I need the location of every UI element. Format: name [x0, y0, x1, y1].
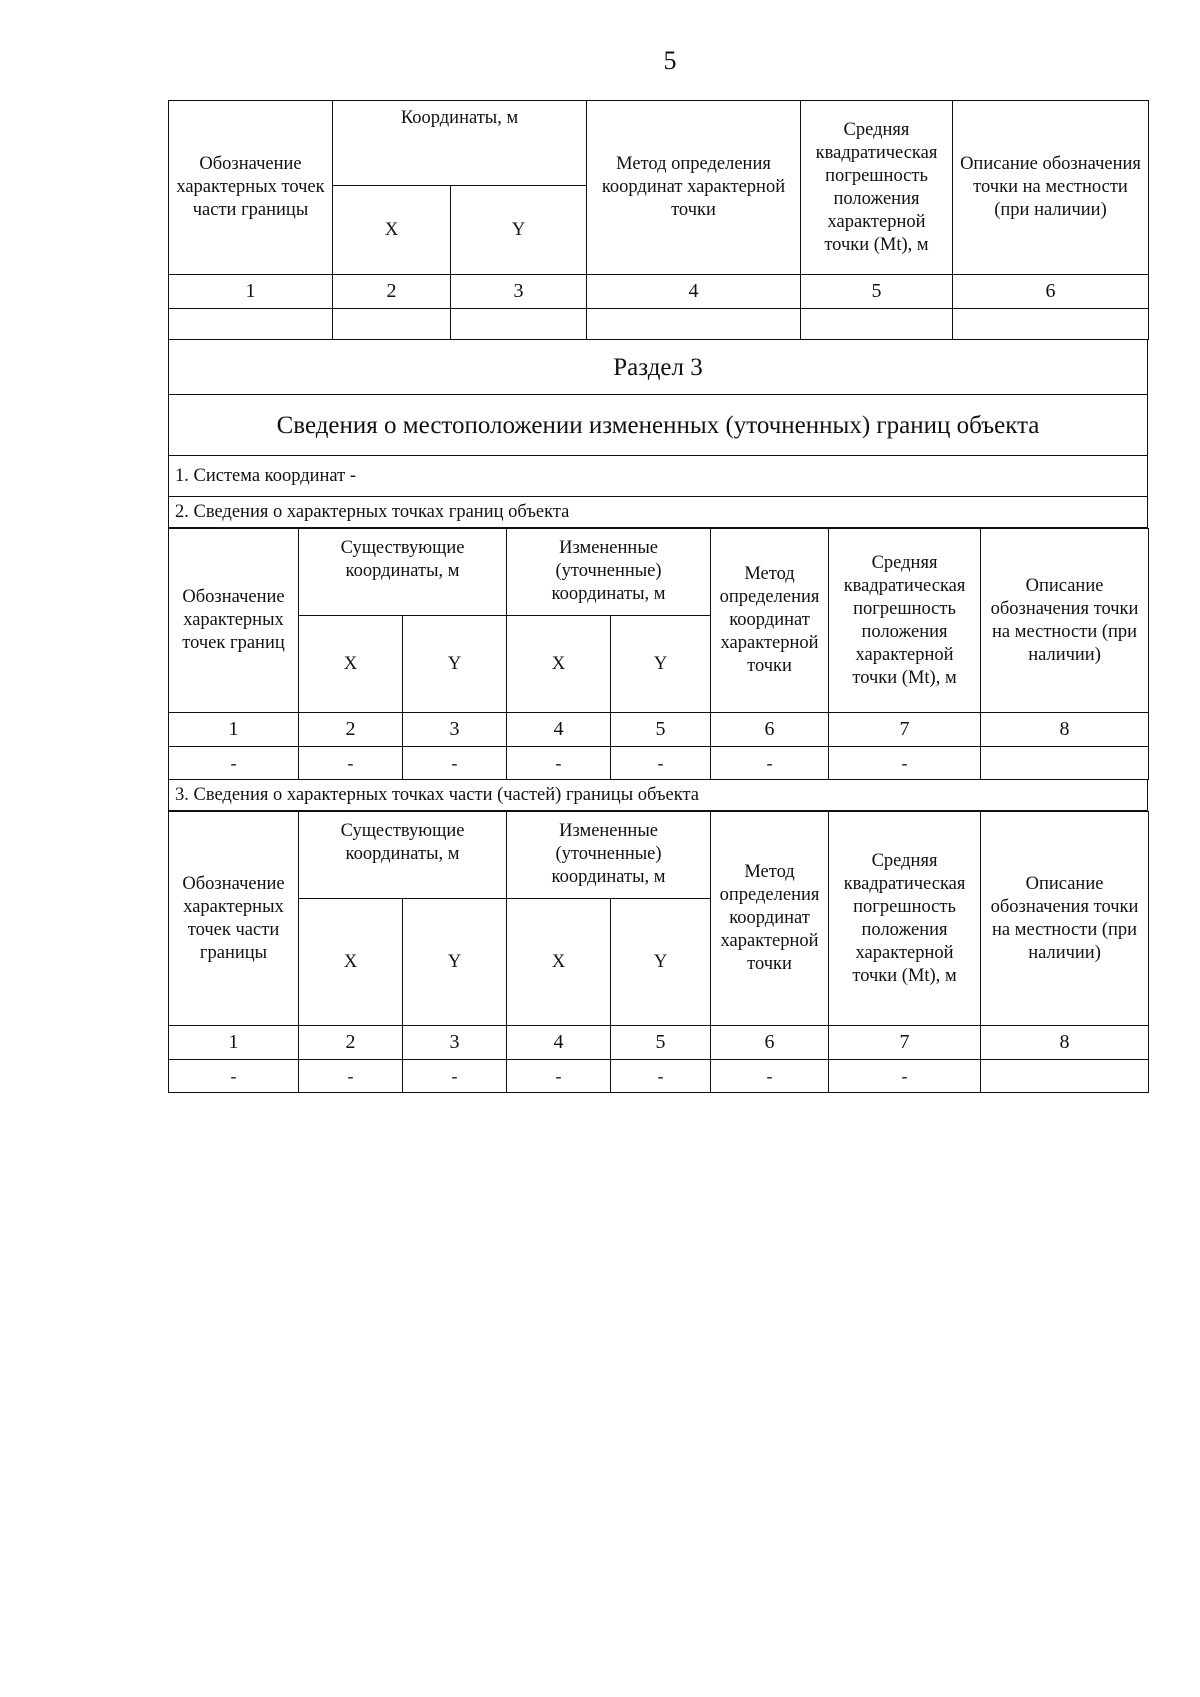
points-heading: 2. Сведения о характерных точках границ объекта: [169, 497, 1148, 528]
column-number: 3: [403, 713, 507, 747]
column-number: 2: [299, 1026, 403, 1060]
column-number: 6: [953, 275, 1149, 309]
header-x: X: [299, 899, 403, 1026]
column-number: 8: [981, 713, 1149, 747]
column-number: 5: [611, 1026, 711, 1060]
parts-heading-row: [168, 780, 1148, 811]
column-numbers-row: [169, 713, 1149, 747]
column-number: 3: [403, 1026, 507, 1060]
table-row: [169, 1060, 1149, 1093]
column-number: 5: [801, 275, 953, 309]
header-point: Обозначение характерных точек границ: [169, 529, 299, 713]
table-cell: [169, 309, 333, 340]
part-boundary-points-table: [168, 100, 1149, 340]
table-cell: [333, 309, 451, 340]
table-cell: [953, 309, 1149, 340]
column-number: 4: [507, 713, 611, 747]
column-number: 6: [711, 713, 829, 747]
table-cell: -: [403, 1060, 507, 1093]
column-number: 1: [169, 1026, 299, 1060]
section-subtitle: Сведения о местоположении измененных (уточненных) границ объекта: [169, 395, 1148, 456]
document-body: [168, 100, 1148, 1093]
column-number: 1: [169, 713, 299, 747]
table-cell: -: [299, 1060, 403, 1093]
coordinate-system-line: 1. Система координат -: [169, 456, 1148, 497]
header-description: Описание обозначения точки на местности (при наличии): [953, 101, 1149, 275]
header-method: Метод определения координат характерной точки: [587, 101, 801, 275]
column-number: 7: [829, 713, 981, 747]
column-number: 2: [333, 275, 451, 309]
part-points-table: [168, 811, 1149, 1093]
table-cell: -: [711, 1060, 829, 1093]
table-cell: [981, 747, 1149, 780]
column-number: 5: [611, 713, 711, 747]
boundary-points-table: [168, 528, 1149, 780]
header-description: Описание обозначения точки на местности (при наличии): [981, 529, 1149, 713]
table-cell: -: [507, 1060, 611, 1093]
parts-heading: 3. Сведения о характерных точках части (частей) границы объекта: [169, 780, 1148, 811]
table-row: [169, 747, 1149, 780]
column-number: 6: [711, 1026, 829, 1060]
header-point: Обозначение характерных точек части границы: [169, 101, 333, 275]
table-cell: -: [507, 747, 611, 780]
header-method: Метод определения координат характерной точки: [711, 812, 829, 1026]
table-row: [169, 309, 1149, 340]
section-header: [168, 340, 1148, 528]
header-x: X: [299, 616, 403, 713]
header-point: Обозначение характерных точек части границы: [169, 812, 299, 1026]
header-changed: Измененные (уточненные) координаты, м: [507, 529, 711, 616]
column-number: 7: [829, 1026, 981, 1060]
header-x: X: [333, 186, 451, 275]
header-y: Y: [403, 616, 507, 713]
table-cell: -: [711, 747, 829, 780]
header-coords: Координаты, м: [333, 101, 587, 186]
header-existing: Существующие координаты, м: [299, 529, 507, 616]
header-existing: Существующие координаты, м: [299, 812, 507, 899]
header-error: Средняя квадратическая погрешность положения характерной точки (Mt), м: [801, 101, 953, 275]
header-x: X: [507, 899, 611, 1026]
page-number: 5: [663, 46, 677, 75]
column-number: 1: [169, 275, 333, 309]
table-cell: -: [169, 1060, 299, 1093]
column-number: 8: [981, 1026, 1149, 1060]
table-cell: -: [299, 747, 403, 780]
header-y: Y: [611, 899, 711, 1026]
header-y: Y: [451, 186, 587, 275]
header-error: Средняя квадратическая погрешность положения характерной точки (Mt), м: [829, 812, 981, 1026]
section-title: Раздел 3: [169, 340, 1148, 395]
table-cell: [981, 1060, 1149, 1093]
header-error: Средняя квадратическая погрешность положения характерной точки (Mt), м: [829, 529, 981, 713]
column-number: 2: [299, 713, 403, 747]
table-cell: [801, 309, 953, 340]
column-number: 4: [507, 1026, 611, 1060]
column-number: 3: [451, 275, 587, 309]
header-changed: Измененные (уточненные) координаты, м: [507, 812, 711, 899]
column-number: 4: [587, 275, 801, 309]
header-y: Y: [403, 899, 507, 1026]
header-y: Y: [611, 616, 711, 713]
table-cell: [587, 309, 801, 340]
table-cell: -: [403, 747, 507, 780]
column-numbers-row: [169, 1026, 1149, 1060]
header-method: Метод определения координат характерной точки: [711, 529, 829, 713]
table-cell: -: [829, 1060, 981, 1093]
table-cell: -: [829, 747, 981, 780]
header-description: Описание обозначения точки на местности (при наличии): [981, 812, 1149, 1026]
table-cell: -: [611, 747, 711, 780]
header-x: X: [507, 616, 611, 713]
column-numbers-row: [169, 275, 1149, 309]
table-cell: -: [611, 1060, 711, 1093]
table-cell: -: [169, 747, 299, 780]
table-cell: [451, 309, 587, 340]
